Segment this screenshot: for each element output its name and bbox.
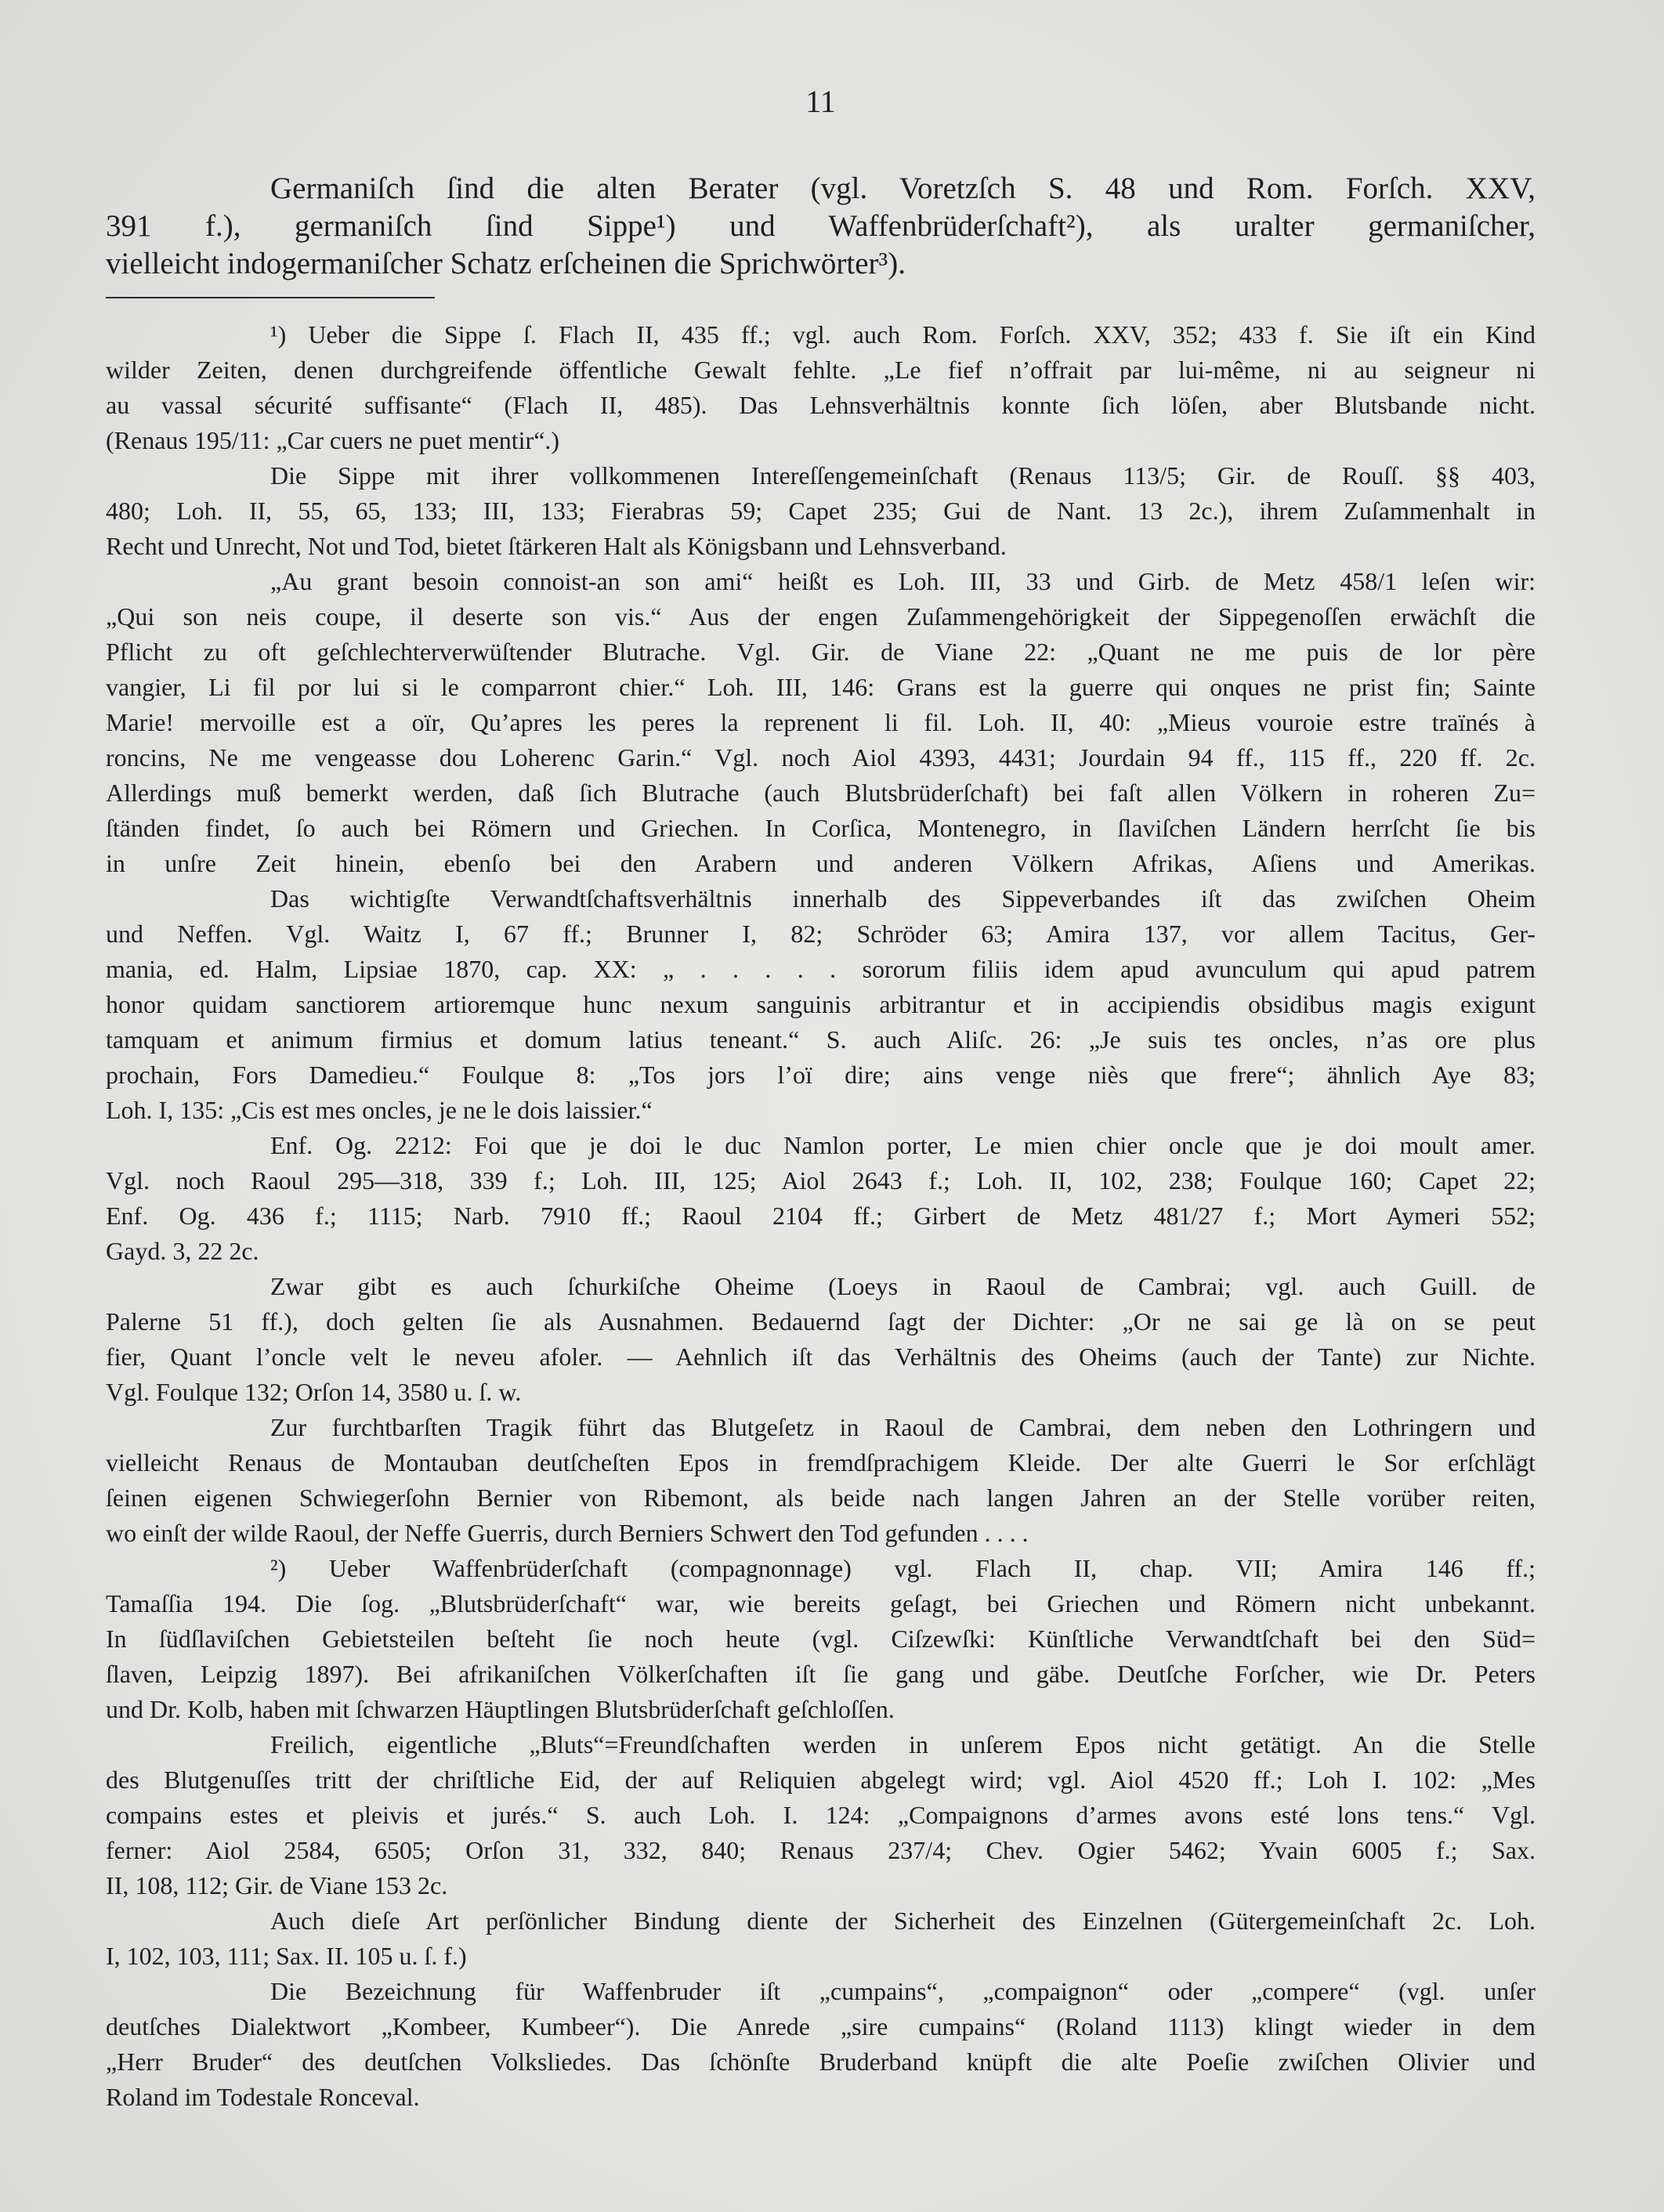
footnote-line: fier, Quant l’oncle velt le neveu afoler. — Aehnlich iſt das Verhältnis des Oheims (auch der Tante) zur Nichte. <box>106 1343 1536 1371</box>
footnote-2-intro <box>106 1551 1536 1727</box>
footnote-line: 480; Loh. II, 55, 65, 133; III, 133; Fierabras 59; Capet 235; Gui de Nant. 13 2c.), ihrem Zuſammenhalt in <box>106 497 1536 525</box>
footnote-line: und Neffen. Vgl. Waitz I, 67 ff.; Brunner I, 82; Schröder 63; Amira 137, vor allem Tacitus, Ger- <box>106 920 1536 948</box>
footnote-line: Zwar gibt es auch ſchurkiſche Oheime (Loeys in Raoul de Cambrai; vgl. auch Guill. de <box>270 1272 1536 1300</box>
footnotes <box>106 317 1536 2115</box>
footnote-line: „Au grant besoin connoist-an son ami“ heißt es Loh. III, 33 und Girb. de Metz 458/1 leſen wir: <box>270 567 1536 595</box>
footnote-line: prochain, Fors Damedieu.“ Foulque 8: „Tos jors l’oï dire; ains venge niès que frere“; ähnlich Aye 83; <box>106 1061 1536 1089</box>
paragraph-schurkische-oheime <box>106 1269 1536 1410</box>
footnote-line: ²) Ueber Waffenbrüderſchaft (compagnonnage) vgl. Flach II, chap. VII; Amira 146 ff.; <box>270 1554 1536 1582</box>
footnote-line: Die Sippe mit ihrer vollkommenen Intereſſengemeinſchaft (Renaus 113/5; Gir. de Rouſſ. §§ 403, <box>270 461 1536 490</box>
paragraph-raoul-de-cambrai <box>106 1410 1536 1551</box>
footnote-line: ſlaven, Leipzig 1897). Bei afrikaniſchen Völkerſchaften iſt ſie gang und gäbe. Deutſche Forſcher, wie Dr. Peters <box>106 1660 1536 1688</box>
paragraph-bindung <box>106 1903 1536 1974</box>
footnote-line: ferner: Aiol 2584, 6505; Orſon 31, 332, 840; Renaus 237/4; Chev. Ogier 5462; Yvain 6005 f.; Sax. <box>106 1836 1536 1864</box>
footnote-line: vielleicht Renaus de Montauban deutſcheſten Epos in fremdſprachigem Kleide. Der alte Guerri le Sor erſchlägt <box>106 1448 1536 1476</box>
footnote-line: au vassal sécurité suffisante“ (Flach II, 485). Das Lehnsverhältnis konnte ſich löſen, aber Blutsbande nicht. <box>106 391 1536 419</box>
footnote-line: In ſüdſlaviſchen Gebietsteilen beſteht ſie noch heute (vgl. Ciſzewſki: Künſtliche Verwandtſchaft bei den Süd= <box>106 1625 1536 1653</box>
footnote-line: tamquam et animum firmius et domum latius teneant.“ S. auch Aliſc. 26: „Je suis tes oncles, n’as ore plus <box>106 1025 1536 1054</box>
footnote-line: Roland im Todestale Ronceval. <box>106 2083 420 2111</box>
footnote-line: ſeinen eigenen Schwiegerſohn Bernier von Ribemont, als beide nach langen Jahren an der Stelle vorüber reiten, <box>106 1484 1536 1512</box>
footnote-1-intro <box>106 317 1536 458</box>
footnote-line: II, 108, 112; Gir. de Viane 153 2c. <box>106 1871 448 1899</box>
footnote-line: und Dr. Kolb, haben mit ſchwarzen Häuptlingen Blutsbrüderſchaft geſchloſſen. <box>106 1695 895 1723</box>
footnote-line: deutſches Dialektwort „Kombeer, Kumbeer“). Die Anrede „sire cumpains“ (Roland 1113) klingt wieder in dem <box>106 2012 1536 2040</box>
footnote-line: Recht und Unrecht, Not und Tod, bietet ſtärkeren Halt als Königsbann und Lehnsverband. <box>106 532 1007 560</box>
footnote-line: Die Bezeichnung für Waffenbruder iſt „cumpains“, „compaignon“ oder „compere“ (vgl. unſer <box>270 1977 1536 2005</box>
footnote-line: wo einſt der wilde Raoul, der Neffe Guerris, durch Berniers Schwert den Tod gefunden . . . . <box>106 1519 1029 1547</box>
footnote-line: Vgl. Foulque 132; Orſon 14, 3580 u. ſ. w. <box>106 1378 522 1406</box>
footnote-line: Freilich, eigentliche „Bluts“=Freundſchaften werden in unſerem Epos nicht getätigt. An die Stelle <box>270 1730 1536 1758</box>
footnote-line: Enf. Og. 2212: Foi que je doi le duc Namlon porter, Le mien chier oncle que je doi moult amer. <box>270 1131 1536 1159</box>
footnote-line: roncins, Ne me vengeasse dou Loherenc Garin.“ Vgl. noch Aiol 4393, 4431; Jourdain 94 ff., 115 ff., 220 ff. 2c. <box>106 743 1536 772</box>
footnote-line: vangier, Li fil por lui si le comparront chier.“ Loh. III, 146: Grans est la guerre qui onques ne prist fin; Sainte <box>106 673 1536 701</box>
footnote-line: honor quidam sanctiorem artioremque hunc nexum sanguinis arbitrantur et in accipiendis obsidibus magis exigunt <box>106 990 1536 1018</box>
footnote-line: des Blutgenuſſes tritt der chriſtliche Eid, der auf Reliquien abgelegt wird; vgl. Aiol 4520 ff.; Loh I. 102: „Mes <box>106 1766 1536 1794</box>
footnote-line: Marie! mervoille est a oïr, Qu’apres les peres la reprenent li fil. Loh. II, 40: „Mieus vouroie estre traïnés à <box>106 708 1536 736</box>
paragraph-oheim <box>106 881 1536 1128</box>
main-text-line: vielleicht indogermaniſcher Schatz erſcheinen die Sprichwörter³). <box>106 247 906 280</box>
page-number: 11 <box>805 84 836 119</box>
footnote-line: Palerne 51 ff.), doch gelten ſie als Ausnahmen. Bedauernd ſagt der Dichter: „Or ne sai ge là on se peut <box>106 1307 1536 1336</box>
paragraph-sippe <box>106 458 1536 564</box>
footnote-line: ſtänden findet, ſo auch bei Römern und Griechen. In Corſica, Montenegro, in ſlaviſchen Ländern herrſcht ſie bis <box>106 814 1536 842</box>
paragraph-eid <box>106 1727 1536 1903</box>
paragraph-blutrache <box>106 564 1536 881</box>
footnote-separator-rule <box>106 297 435 298</box>
footnote-line: „Herr Bruder“ des deutſchen Volksliedes. Das ſchönſte Bruderband knüpft die alte Poeſie zwiſchen Olivier und <box>106 2048 1536 2076</box>
footnote-line: compains estes et pleivis et jurés.“ S. auch Loh. I. 124: „Compaignons d’armes avons esté lons tens.“ Vgl. <box>106 1801 1536 1829</box>
footnote-line: Das wichtigſte Verwandtſchaftsverhältnis innerhalb des Sippeverbandes iſt das zwiſchen Oheim <box>270 884 1536 913</box>
footnote-line: „Qui son neis coupe, il deserte son vis.“ Aus der engen Zuſammengehörigkeit der Sippegenoſſen erwächſt die <box>106 602 1536 631</box>
footnote-line: Enf. Og. 436 f.; 1115; Narb. 7910 ff.; Raoul 2104 ff.; Girbert de Metz 481/27 f.; Mort Aymeri 552; <box>106 1202 1536 1230</box>
main-text <box>106 170 1536 283</box>
footnote-line: I, 102, 103, 111; Sax. II. 105 u. ſ. f.) <box>106 1942 467 1970</box>
footnote-line: Pflicht zu oft geſchlechterverwüſtender Blutrache. Vgl. Gir. de Viane 22: „Quant ne me puis de lor père <box>106 638 1536 666</box>
footnote-line: Gayd. 3, 22 2c. <box>106 1237 259 1265</box>
footnote-line: Allerdings muß bemerkt werden, daß ſich Blutrache (auch Blutsbrüderſchaft) bei faſt allen Völkern in roheren Zu= <box>106 779 1536 807</box>
main-text-line: 391 f.), germaniſch ſind Sippe¹) und Waffenbrüderſchaft²), als uralter germaniſcher, <box>106 209 1536 243</box>
footnote-line: Zur furchtbarſten Tragik führt das Blutgeſetz in Raoul de Cambrai, dem neben den Lothringern und <box>270 1413 1536 1441</box>
footnote-line: Tamaſſia 194. Die ſog. „Blutsbrüderſchaft“ war, wie bereits geſagt, bei Griechen und Römern nicht unbekannt. <box>106 1589 1536 1617</box>
footnote-line: in unſre Zeit hinein, ebenſo bei den Arabern und anderen Völkern Afrikas, Aſiens und Amerikas. <box>106 849 1536 877</box>
footnote-line: ¹) Ueber die Sippe ſ. Flach II, 435 ff.; vgl. auch Rom. Forſch. XXV, 352; 433 f. Sie iſt ein Kind <box>270 320 1536 349</box>
footnote-line: Auch dieſe Art perſönlicher Bindung diente der Sicherheit des Einzelnen (Gütergemeinſchaft 2c. Loh. <box>270 1907 1536 1935</box>
footnote-line: mania, ed. Halm, Lipsiae 1870, cap. XX: „ . . . . . sororum filiis idem apud avunculum qui apud patrem <box>106 955 1536 983</box>
paragraph-bezeichnung <box>106 1974 1536 2115</box>
paragraph-enfances-ogier <box>106 1128 1536 1269</box>
footnote-line: Loh. I, 135: „Cis est mes oncles, je ne le dois laissier.“ <box>106 1096 653 1124</box>
footnote-line: Vgl. noch Raoul 295—318, 339 f.; Loh. III, 125; Aiol 2643 f.; Loh. II, 102, 238; Foulque 160; Capet 22; <box>106 1166 1536 1195</box>
main-text-line: Germaniſch ſind die alten Berater (vgl. Voretzſch S. 48 und Rom. Forſch. XXV, <box>270 172 1536 205</box>
footnote-line: wilder Zeiten, denen durchgreifende öffentliche Gewalt fehlte. „Le fief n’offrait par lui-même, ni au seigneur ni <box>106 356 1536 384</box>
footnote-line: (Renaus 195/11: „Car cuers ne puet mentir“.) <box>106 426 560 454</box>
